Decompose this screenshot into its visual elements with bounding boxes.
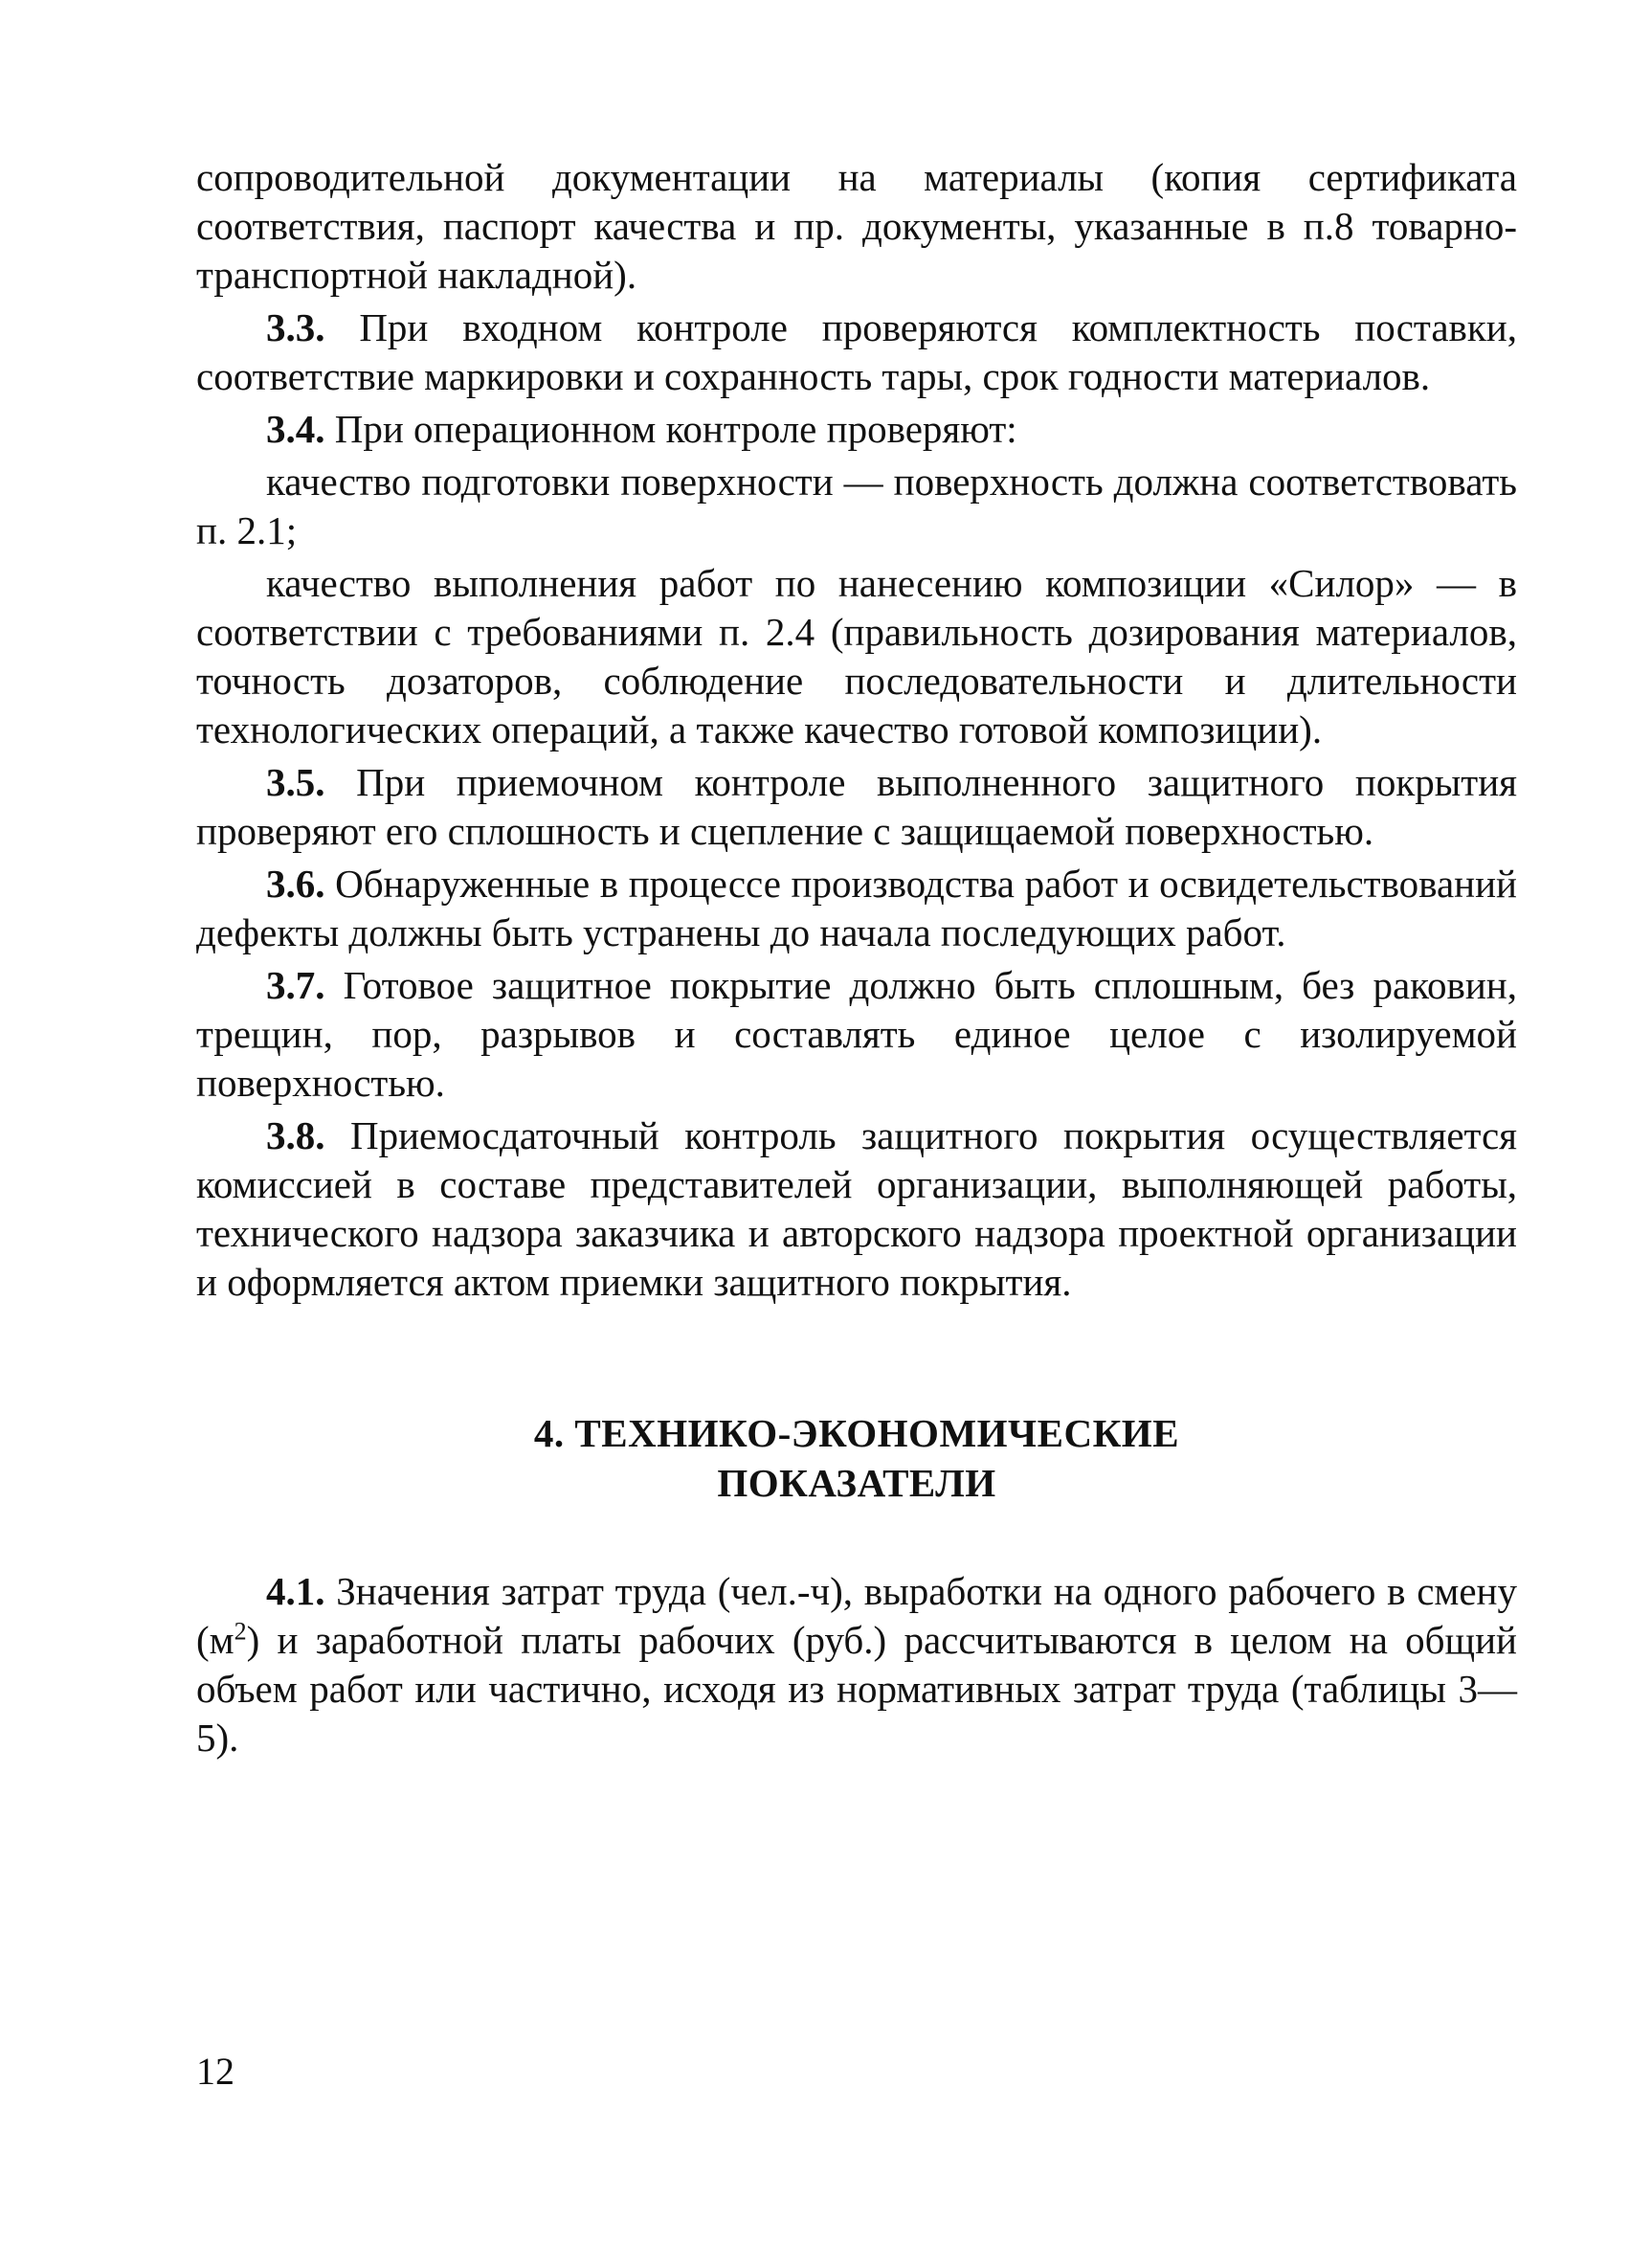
paragraph-3-8 bbox=[196, 1111, 1517, 1307]
paragraph-3-3 bbox=[196, 303, 1517, 401]
superscript-2: 2 bbox=[234, 1617, 247, 1646]
paragraph-3-7 bbox=[196, 961, 1517, 1108]
clause-number: 3.8. bbox=[266, 1113, 325, 1157]
paragraph-text: сопроводительной документации на материалы (копия сертификата соответствия, паспорт качества и пр. документы, указанные в п.8 товарно-транспортной накладной). bbox=[196, 155, 1517, 297]
paragraph-text: При приемочном контроле выполненного защитного покрытия проверяют его сплошность и сцепление с защищаемой поверхностью. bbox=[196, 760, 1517, 853]
paragraph-text: При операционном контроле проверяют: bbox=[324, 407, 1017, 451]
paragraph-text: Приемосдаточный контроль защитного покрытия осуществляется комиссией в составе представителей организации, выполняющей работы, технического надзора заказчика и авторского надзора проектной организации и оформляется актом приемки защитного покрытия. bbox=[196, 1113, 1517, 1304]
paragraph-text: качество подготовки поверхности — поверхность должна соответствовать п. 2.1; bbox=[196, 460, 1517, 552]
clause-number: 3.3. bbox=[266, 305, 325, 349]
clause-number: 3.7. bbox=[266, 963, 325, 1007]
section-heading-line-1: 4. ТЕХНИКО-ЭКОНОМИЧЕСКИЕ bbox=[533, 1411, 1180, 1455]
section-heading bbox=[196, 1408, 1517, 1508]
page-number: 12 bbox=[196, 2050, 234, 2093]
paragraph-text: При входном контроле проверяются комплектность поставки, соответствие маркировки и сохранность тары, срок годности материалов. bbox=[196, 305, 1517, 398]
clause-number: 3.6. bbox=[266, 862, 325, 906]
paragraph-text-b: ) и заработной платы рабочих (руб.) рассчитываются в целом на общий объем работ или частично, исходя из нормативных затрат труда (таблицы 3—5). bbox=[196, 1618, 1517, 1760]
paragraph-3-4-item-surface bbox=[196, 458, 1517, 555]
document-page bbox=[196, 153, 1517, 1766]
clause-number: 4.1. bbox=[266, 1569, 325, 1613]
paragraph-3-4-item-application bbox=[196, 559, 1517, 754]
clause-number: 3.5. bbox=[266, 760, 325, 804]
paragraph-text-a: Значения затрат труда (чел.-ч), выработки на одного рабочего в смену (м bbox=[196, 1569, 1517, 1662]
section-heading-line-2: ПОКАЗАТЕЛИ bbox=[717, 1461, 996, 1505]
clause-number: 3.4. bbox=[266, 407, 325, 451]
paragraph-text: качество выполнения работ по нанесению композиции «Силор» — в соответствии с требованиями п. 2.4 (правильность дозирования материалов, точность дозаторов, соблюдение последовательности и длительности технологических операций, а также качество готовой композиции). bbox=[196, 561, 1517, 752]
paragraph-3-4 bbox=[196, 405, 1517, 454]
paragraph-text: Обнаруженные в процессе производства работ и освидетельствований дефекты должны быть устранены до начала последующих работ. bbox=[196, 862, 1517, 954]
paragraph-text: Готовое защитное покрытие должно быть сплошным, без раковин, трещин, пор, разрывов и составлять единое целое с изолируемой поверхностью. bbox=[196, 963, 1517, 1105]
paragraph-3-5 bbox=[196, 758, 1517, 856]
paragraph-3-6 bbox=[196, 860, 1517, 957]
paragraph-4-1 bbox=[196, 1567, 1517, 1762]
paragraph-continuation bbox=[196, 153, 1517, 300]
